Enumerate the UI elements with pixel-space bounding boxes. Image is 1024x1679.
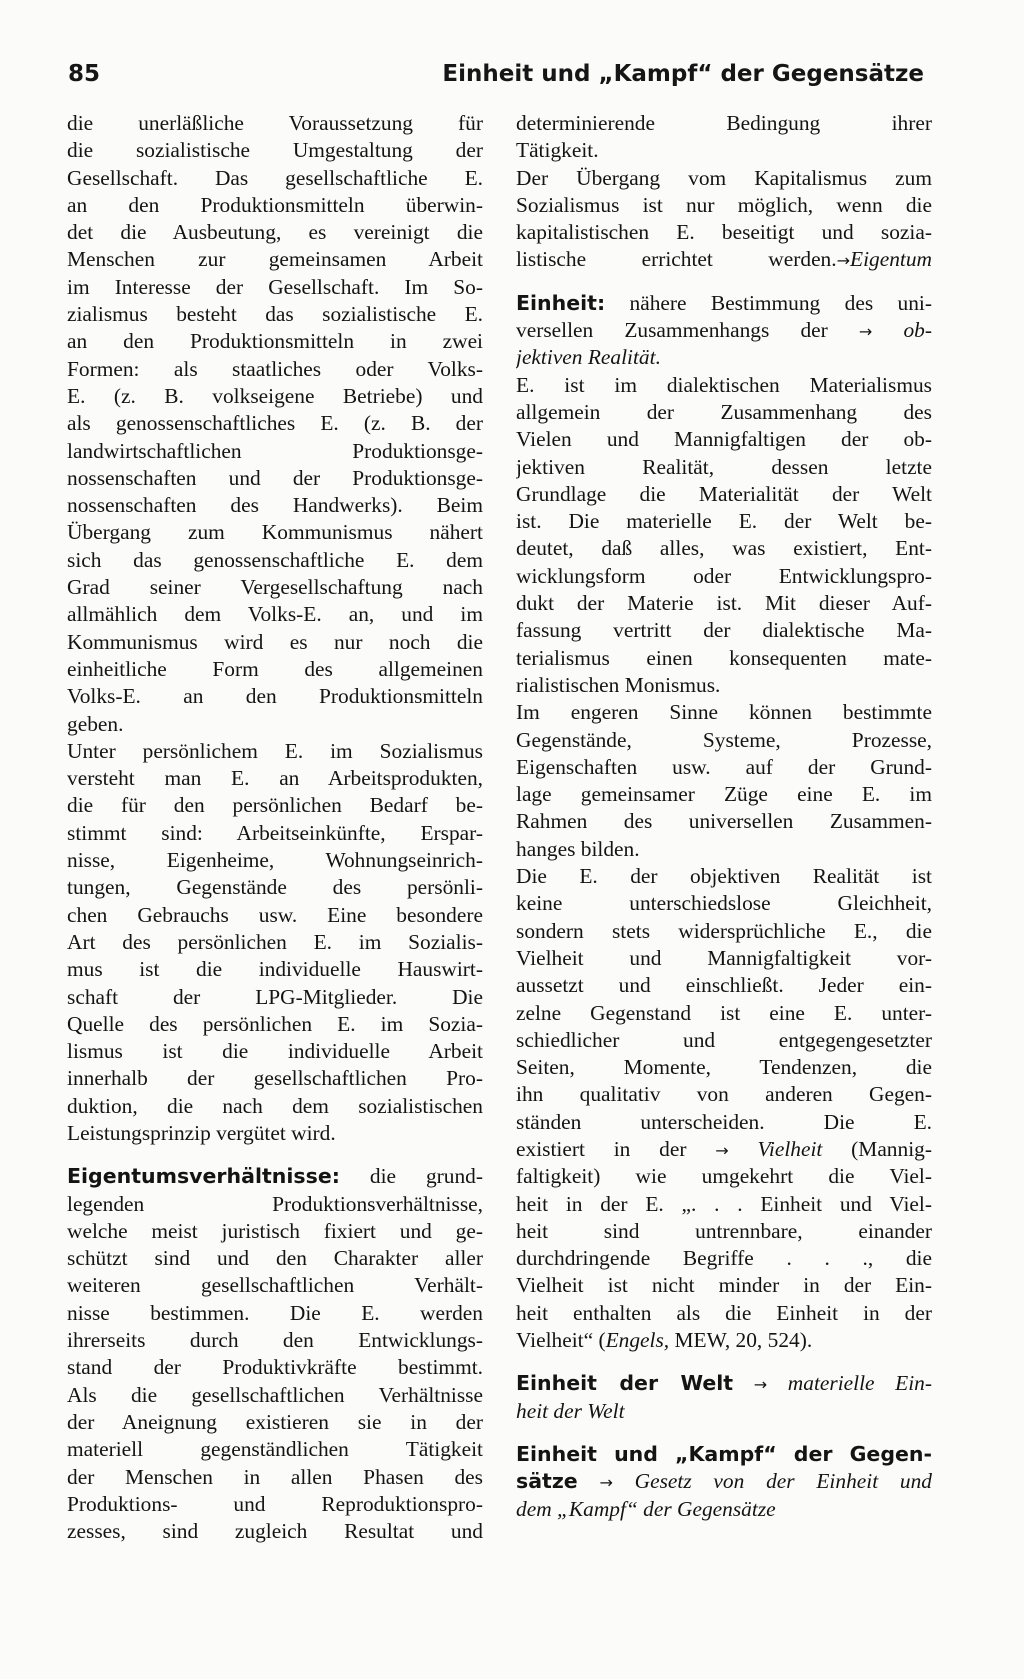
text-line: Menschen zur gemeinsamen Arbeit xyxy=(67,247,483,272)
text-line: der Aneignung existieren sie in der xyxy=(67,1409,483,1434)
text-line: E. ist im dialektischen Materialismus xyxy=(516,372,932,397)
text-line: zesses, sind zugleich Resultat und xyxy=(67,1519,483,1544)
text-line: ist. Die materielle E. der Welt be- xyxy=(516,509,932,534)
right-column xyxy=(516,110,932,1523)
text-line: schützt sind und den Charakter aller xyxy=(67,1246,483,1271)
cross-reference-link[interactable]: Gesetz von der Einheit und xyxy=(634,1469,932,1494)
text-line: Kommunismus wird es nur noch die xyxy=(67,629,483,654)
text-line: heit enthalten als die Einheit in der xyxy=(516,1300,932,1325)
text-line: Gesellschaft. Das gesellschaftliche E. xyxy=(67,165,483,190)
text-line: nossenschaften des Handwerks). Beim xyxy=(67,493,483,518)
entry-first-line xyxy=(516,1441,932,1468)
text-line: der Menschen in allen Phasen des xyxy=(67,1464,483,1489)
text-line: Vielheit ist nicht minder in der Ein- xyxy=(516,1273,932,1298)
text-line-with-reference xyxy=(516,1136,932,1163)
text-line: lage gemeinsamer Züge eine E. im xyxy=(516,782,932,807)
text-fragment: versellen Zusammenhangs der xyxy=(516,318,828,343)
text-line: heit in der E. „. . . Einheit und Viel- xyxy=(516,1191,932,1216)
text-line xyxy=(516,344,932,371)
text-line: Eigenschaften usw. auf der Grund- xyxy=(516,754,932,779)
text-line: faltigkeit) wie umgekehrt die Viel- xyxy=(516,1164,932,1189)
text-line: Vielen und Mannigfaltigen der ob- xyxy=(516,427,932,452)
text-line: die unerläßliche Voraussetzung für xyxy=(67,111,483,135)
entry-eigentumsverhaeltnisse xyxy=(67,1163,483,1545)
text-line: die für den persönlichen Bedarf be- xyxy=(67,793,483,818)
text-line: zialismus besteht das sozialistische E. xyxy=(67,302,483,327)
entry-first-line xyxy=(516,1370,932,1397)
citation-line xyxy=(516,1327,932,1354)
cross-reference-link[interactable]: ob- xyxy=(903,318,932,343)
text-line: duktion, die nach dem sozialistischen xyxy=(67,1093,483,1118)
cross-reference-link[interactable]: jektiven Realität. xyxy=(516,345,661,370)
entry-term: Eigentumsverhältnisse: xyxy=(67,1164,340,1189)
text-line: Grad seiner Vergesellschaftung nach xyxy=(67,575,483,600)
entry-term: sätze xyxy=(516,1469,578,1494)
text-line: rialistischen Monismus. xyxy=(516,672,721,697)
text-line: Unter persönlichem E. im Sozialismus xyxy=(67,738,483,763)
cross-reference-link[interactable]: heit der Welt xyxy=(516,1398,625,1423)
text-line: Vielheit und Mannigfaltigkeit vor- xyxy=(516,945,932,970)
text-line: deutet, daß alles, was existiert, Ent- xyxy=(516,536,932,561)
text-line: welche meist juristisch fixiert und ge- xyxy=(67,1218,483,1243)
text-line-with-reference xyxy=(516,317,932,344)
text-line: Leistungsprinzip vergütet wird. xyxy=(67,1120,336,1145)
text-line: wicklungsform oder Entwicklungspro- xyxy=(516,563,932,588)
entry-eigentumsverhaeltnisse-continued xyxy=(516,110,932,274)
text-line: Die E. der objektiven Realität ist xyxy=(516,864,932,889)
text-line: sondern stets widersprüchliche E., die xyxy=(516,918,932,943)
text-line: einheitliche Form des allgemeinen xyxy=(67,656,483,681)
entry-einheit xyxy=(516,290,932,1355)
text-fragment: (Mannig- xyxy=(851,1136,932,1161)
text-line: terialismus einen konsequenten mate- xyxy=(516,645,932,670)
left-column xyxy=(67,110,483,1545)
entry-gap xyxy=(67,1147,483,1163)
text-line: tungen, Gegenstände des persönli- xyxy=(67,875,483,900)
text-line: nossenschaften und der Produktionsge- xyxy=(67,465,483,490)
arrow-right-icon: → xyxy=(858,322,873,342)
text-line: an den Produktionsmitteln überwin- xyxy=(67,192,483,217)
cross-reference-link[interactable]: Vielheit xyxy=(757,1136,823,1161)
text-line: Art des persönlichen E. im Sozialis- xyxy=(67,929,483,954)
text-fragment: listische errichtet werden. xyxy=(516,247,837,272)
text-line: Im engeren Sinne können bestimmte xyxy=(516,700,932,725)
text-line: schaft der LPG-Mitglieder. Die xyxy=(67,984,483,1009)
text-line: lismus ist die individuelle Arbeit xyxy=(67,1039,483,1064)
cross-reference-link[interactable]: Eigentum xyxy=(850,247,932,272)
text-line: Als die gesellschaftlichen Verhältnisse xyxy=(67,1382,483,1407)
text-line: landwirtschaftlichen Produktionsge- xyxy=(67,438,483,463)
text-line: an den Produktionsmitteln in zwei xyxy=(67,329,483,354)
arrow-right-icon: → xyxy=(599,1473,613,1493)
text-line: Übergang zum Kommunismus nähert xyxy=(67,520,483,545)
text-line: versteht man E. an Arbeitsprodukten, xyxy=(67,766,483,791)
text-line: als genossenschaftliches E. (z. B. der xyxy=(67,411,483,436)
text-line: Gegenstände, Systeme, Prozesse, xyxy=(516,727,932,752)
text-line: weiteren gesellschaftlichen Verhält- xyxy=(67,1273,483,1298)
running-head: Einheit und „Kampf“ der Gegensätze xyxy=(442,61,924,87)
text-line: dukt der Materie ist. Mit dieser Auf- xyxy=(516,591,932,616)
text-line: ihrerseits durch den Entwicklungs- xyxy=(67,1328,483,1353)
text-line: Formen: als staatliches oder Volks- xyxy=(67,356,483,381)
text-line-with-reference xyxy=(516,1468,932,1495)
text-line: materiell gegenständlichen Tätigkeit xyxy=(67,1437,483,1462)
text-line: chen Gebrauchs usw. Eine besondere xyxy=(67,902,483,927)
citation-author: Engels, xyxy=(605,1328,670,1353)
text-line: Produktions- und Reproduktionspro- xyxy=(67,1491,483,1516)
text-fragment: Vielheit“ ( xyxy=(516,1328,606,1353)
text-line: im Interesse der Gesellschaft. Im So- xyxy=(67,274,483,299)
text-line: sich das genossenschaftliche E. dem xyxy=(67,547,483,572)
text-line: determinierende Bedingung ihrer xyxy=(516,111,932,135)
text-line: mus ist die individuelle Hauswirt- xyxy=(67,957,483,982)
text-line: hanges bilden. xyxy=(516,836,640,861)
text-line: keine unterschiedslose Gleichheit, xyxy=(516,891,932,916)
text-line: stimmt sind: Arbeitseinkünfte, Erspar- xyxy=(67,820,483,845)
text-line: durchdringende Begriffe . . ., die xyxy=(516,1246,932,1271)
text-line: Rahmen des universellen Zusammen- xyxy=(516,809,932,834)
cross-reference-link[interactable]: dem „Kampf“ der Gegensätze xyxy=(516,1496,776,1521)
text-line: schiedlicher und entgegengesetzter xyxy=(516,1027,932,1052)
text-line: ihn qualitativ von anderen Gegen- xyxy=(516,1082,932,1107)
entry-eigentum-continued xyxy=(67,110,483,1147)
entry-gap xyxy=(516,1354,932,1370)
text-fragment: die grund- xyxy=(369,1164,483,1189)
text-line xyxy=(516,1496,932,1523)
text-line: jektiven Realität, dessen letzte xyxy=(516,454,932,479)
text-line: innerhalb der gesellschaftlichen Pro- xyxy=(67,1066,483,1091)
arrow-right-icon: → xyxy=(836,251,851,271)
arrow-right-icon: → xyxy=(715,1140,729,1160)
entry-gap xyxy=(516,1425,932,1441)
text-line: Sozialismus ist nur möglich, wenn die xyxy=(516,192,932,217)
text-line: Grundlage die Materialität der Welt xyxy=(516,481,932,506)
text-line: Volks-E. an den Produktionsmitteln xyxy=(67,684,483,709)
text-line: Der Übergang vom Kapitalismus zum xyxy=(516,165,932,190)
text-line: Quelle des persönlichen E. im Sozia- xyxy=(67,1011,483,1036)
text-line xyxy=(516,1398,932,1425)
entry-term: Einheit und „Kampf“ der Gegen- xyxy=(516,1441,932,1466)
text-line: ständen unterscheiden. Die E. xyxy=(516,1109,932,1134)
text-line-with-reference xyxy=(516,246,932,273)
text-line: allmählich dem Volks-E. an, und im xyxy=(67,602,483,627)
page-number: 85 xyxy=(68,61,101,87)
entry-einheit-und-kampf xyxy=(516,1441,932,1523)
text-line: heit sind untrennbare, einander xyxy=(516,1218,932,1243)
text-fragment: existiert in der xyxy=(516,1136,687,1161)
text-line: nisse bestimmen. Die E. werden xyxy=(67,1300,483,1325)
entry-first-line xyxy=(516,290,932,317)
text-line: Seiten, Momente, Tendenzen, die xyxy=(516,1055,932,1080)
entry-gap xyxy=(516,274,932,290)
entry-term: Einheit der Welt xyxy=(516,1371,734,1396)
text-line: Tätigkeit. xyxy=(516,138,599,163)
text-line: aussetzt und einschließt. Jeder ein- xyxy=(516,973,932,998)
text-line: stand der Produktivkräfte bestimmt. xyxy=(67,1355,483,1380)
text-fragment: nähere Bestimmung des uni- xyxy=(629,290,932,315)
arrow-right-icon: → xyxy=(753,1375,768,1395)
entry-first-line xyxy=(67,1163,483,1190)
cross-reference-link[interactable]: materielle Ein- xyxy=(787,1371,932,1396)
text-line: geben. xyxy=(67,711,124,736)
text-line: die sozialistische Umgestaltung der xyxy=(67,138,483,163)
text-line: legenden Produktionsverhältnisse, xyxy=(67,1191,483,1216)
text-line: allgemein der Zusammenhang des xyxy=(516,399,932,424)
text-line: zelne Gegenstand ist eine E. unter- xyxy=(516,1000,932,1025)
text-line: E. (z. B. volkseigene Betriebe) und xyxy=(67,383,483,408)
text-line: det die Ausbeutung, es vereinigt die xyxy=(67,220,483,245)
text-line: nisse, Eigenheime, Wohnungseinrich- xyxy=(67,848,483,873)
entry-einheit-der-welt xyxy=(516,1370,932,1425)
citation-source: MEW, 20, 524). xyxy=(674,1328,813,1353)
text-line: kapitalistischen E. beseitigt und sozia- xyxy=(516,220,932,245)
entry-term: Einheit: xyxy=(516,290,606,315)
text-line: fassung vertritt der dialektische Ma- xyxy=(516,618,932,643)
